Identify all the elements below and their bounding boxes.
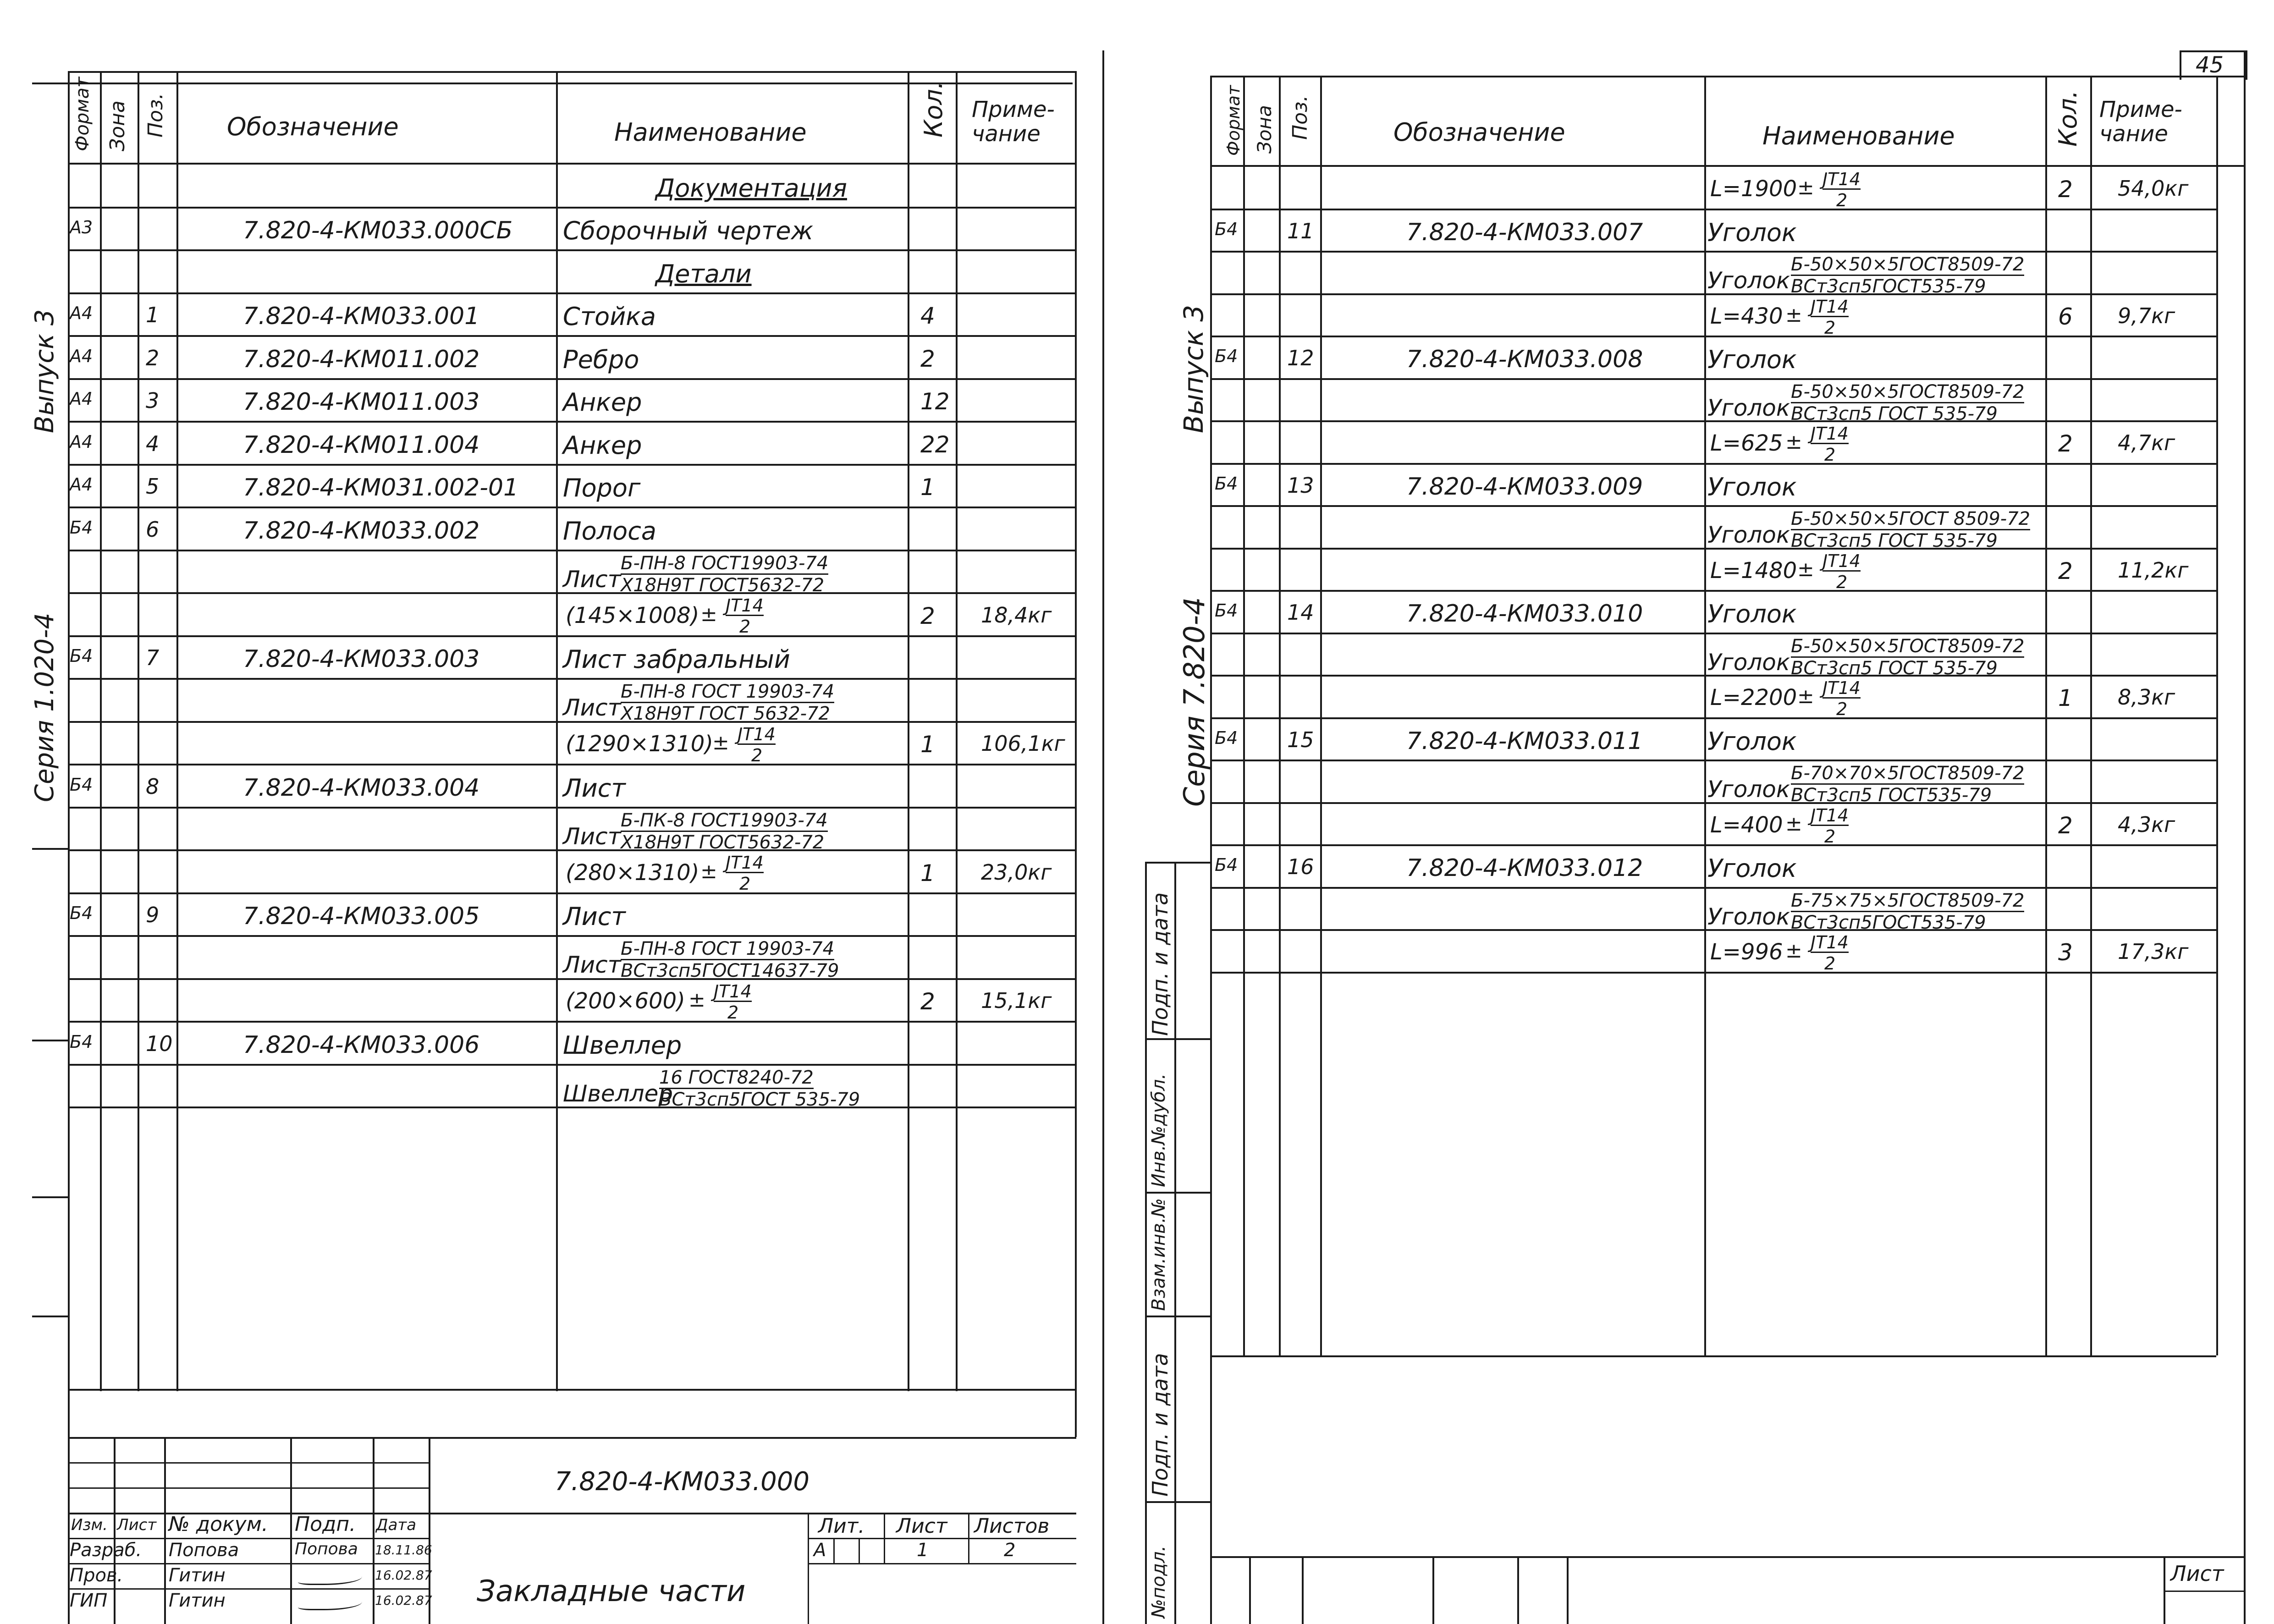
list-label: Лист: [896, 1514, 947, 1538]
tolerance-divisor: 2: [739, 874, 751, 894]
cell-name: Полоса: [563, 516, 656, 545]
row-line: [1210, 590, 2216, 592]
cell-note: 106,1кг: [981, 731, 1065, 756]
cell-size: (280×1310): [566, 859, 699, 886]
material-grade: ВСт3сп5ГОСТ14637-79: [621, 960, 839, 981]
tolerance-sign: ±: [1797, 685, 1814, 709]
doc-code: 7.820-4-КМ033.000: [555, 1467, 810, 1497]
tb-date: 16.02.87: [375, 1568, 432, 1583]
cell-designation: 7.820-4-КМ033.012: [1406, 854, 1643, 882]
header-zone: Зона: [106, 100, 129, 151]
material-label: Швеллер: [563, 1080, 673, 1107]
tolerance-sign: ±: [700, 602, 717, 626]
cell-qty: 2: [920, 602, 935, 629]
row-line: [1210, 463, 2216, 465]
tolerance-sign: ±: [1785, 430, 1802, 454]
cell-size: L=996: [1710, 939, 1783, 965]
cell-note: 18,4кг: [981, 602, 1052, 628]
r-header-pos: Поз.: [1288, 95, 1312, 140]
tolerance-grade: JT14: [1811, 932, 1849, 952]
cell-note: 9,7кг: [2118, 303, 2175, 328]
cell-pos: 1: [146, 303, 160, 328]
row-line: [68, 1021, 1076, 1023]
cell-pos: 5: [146, 474, 160, 499]
cell-format: Б4: [1215, 855, 1238, 875]
lit-value: А: [814, 1540, 826, 1561]
r-header-note2: чание: [2099, 121, 2168, 147]
cell-name: Порог: [563, 473, 641, 503]
tolerance-sign: ±: [688, 988, 705, 1012]
cell-pos: 16: [1287, 854, 1314, 880]
cell-qty: 1: [920, 859, 935, 886]
tolerance-divisor: 2: [1836, 699, 1848, 719]
cell-designation: 7.820-4-КМ033.008: [1406, 346, 1643, 374]
r-header-note: Приме-: [2099, 97, 2182, 122]
cell-designation: 7.820-4-КМ033.009: [1406, 473, 1643, 501]
row-line: [68, 335, 1076, 337]
tolerance-grade: JT14: [738, 724, 776, 744]
material-grade: Х18Н9Т ГОСТ 5632-72: [621, 703, 830, 724]
tb-role: ГИП: [70, 1590, 108, 1611]
cell-qty: 6: [2058, 303, 2073, 330]
cell-size: L=2200: [1710, 685, 1797, 711]
material-label: Уголок: [1707, 267, 1790, 294]
header-pos: Поз.: [144, 93, 167, 138]
tolerance-grade: JT14: [1823, 169, 1861, 189]
row-line: [68, 978, 1076, 980]
row-line: [68, 1064, 1076, 1066]
col-date: Дата: [376, 1516, 417, 1534]
tb-name: Гитин: [169, 1590, 226, 1611]
cell-designation: 7.820-4-КМ033.003: [243, 645, 480, 673]
header-format: Формат: [72, 77, 93, 151]
cell-size: L=1480: [1710, 557, 1797, 584]
tb-date: 16.02.87: [375, 1593, 432, 1608]
material-grade: ВСт3сп5ГОСТ 535-79: [659, 1089, 860, 1110]
material-label: Уголок: [1707, 394, 1790, 421]
col-list: Лист: [117, 1516, 157, 1534]
material-spec: Б-50×50×5ГОСТ8509-72: [1791, 254, 2025, 275]
cell-pos: 3: [146, 388, 160, 413]
cell-pos: 7: [146, 645, 160, 671]
right-footer-list: Лист: [2170, 1561, 2224, 1586]
cell-designation: 7.820-4-КМ031.002-01: [243, 474, 519, 502]
cell-designation: 7.820-4-КМ033.000СБ: [243, 217, 513, 245]
stamp-vzam: Взам.инв.№: [1148, 1198, 1169, 1311]
list-value: 1: [917, 1540, 929, 1561]
row-line: [1210, 209, 2216, 210]
row-line: [68, 207, 1076, 209]
cell-designation: 7.820-4-КМ033.004: [243, 774, 480, 802]
tolerance-divisor: 2: [739, 617, 751, 637]
material-grade: Х18Н9Т ГОСТ5632-72: [621, 574, 825, 596]
cell-format: А4: [70, 303, 93, 324]
tb-name: Попова: [169, 1540, 239, 1561]
tolerance-divisor: 2: [1824, 826, 1836, 847]
cell-format: А3: [70, 217, 93, 238]
cell-pos: 6: [146, 517, 160, 542]
cell-note: 8,3кг: [2118, 685, 2175, 710]
section-heading: Документация: [655, 173, 847, 203]
cell-size: (200×600): [566, 988, 685, 1014]
cell-qty: 2: [2058, 557, 2073, 584]
r-header-zone: Зона: [1253, 105, 1276, 154]
tolerance-sign: ±: [1785, 303, 1802, 327]
material-spec: Б-ПН-8 ГОСТ19903-74: [621, 552, 829, 574]
cell-format: Б4: [1215, 727, 1238, 748]
row-line: [68, 592, 1076, 594]
material-grade: ВСт3сп5ГОСТ535-79: [1791, 912, 1986, 933]
cell-format: Б4: [1215, 600, 1238, 621]
row-line: [1210, 251, 2216, 253]
cell-pos: 15: [1287, 727, 1314, 752]
tb-signature: Попова: [295, 1540, 358, 1558]
material-spec: Б-50×50×5ГОСТ 8509-72: [1791, 508, 2031, 529]
row-line: [68, 506, 1076, 508]
material-label: Лист: [563, 952, 621, 978]
cell-size: (1290×1310): [566, 731, 713, 757]
row-line: [68, 249, 1076, 251]
tolerance-grade: JT14: [1823, 551, 1861, 571]
cell-note: 4,3кг: [2118, 812, 2175, 837]
cell-pos: 11: [1287, 218, 1314, 243]
cell-pos: 2: [146, 345, 160, 370]
row-line: [68, 892, 1076, 894]
tolerance-divisor: 2: [751, 745, 763, 765]
tolerance-grade: JT14: [1811, 424, 1849, 444]
cell-format: А4: [70, 474, 93, 495]
cell-name: Ребро: [563, 345, 639, 374]
tb-name: Гитин: [169, 1565, 226, 1586]
material-grade: ВСт3сп5 ГОСТ 535-79: [1791, 657, 1998, 679]
tolerance-divisor: 2: [1824, 445, 1836, 465]
row-line: [68, 635, 1076, 637]
row-line: [68, 849, 1076, 851]
cell-designation: 7.820-4-КМ033.002: [243, 517, 480, 545]
row-line: [1210, 505, 2216, 507]
material-label: Уголок: [1707, 776, 1790, 803]
material-spec: Б-ПН-8 ГОСТ 19903-74: [621, 938, 835, 959]
material-label: Уголок: [1707, 903, 1790, 930]
cell-designation: 7.820-4-КМ033.010: [1406, 600, 1643, 628]
material-grade: Х18Н9Т ГОСТ5632-72: [621, 831, 825, 853]
r-header-designation: Обозначение: [1393, 118, 1565, 147]
cell-designation: 7.820-4-КМ033.011: [1406, 727, 1643, 755]
cell-qty: 1: [2058, 685, 2073, 712]
r-header-format: Формат: [1223, 85, 1244, 156]
row-line: [1210, 336, 2216, 337]
cell-format: Б4: [70, 1031, 93, 1052]
col-izm: Изм.: [71, 1516, 108, 1534]
row-line: [1210, 717, 2216, 719]
material-spec: 16 ГОСТ8240-72: [659, 1067, 814, 1088]
material-spec: Б-75×75×5ГОСТ8509-72: [1791, 890, 2025, 911]
row-line: [68, 721, 1076, 723]
cell-note: 54,0кг: [2118, 176, 2189, 201]
cell-name: Лист: [563, 902, 626, 931]
tb-signature-scribble: [298, 1596, 362, 1610]
cell-qty: 3: [2058, 939, 2073, 966]
row-line: [68, 550, 1076, 551]
cell-name: Сборочный чертеж: [563, 216, 814, 246]
cell-designation: 7.820-4-КМ011.002: [243, 345, 480, 373]
cell-pos: 10: [146, 1031, 173, 1056]
vypusk-label: Выпуск 3: [30, 309, 60, 433]
tolerance-grade: JT14: [1823, 678, 1861, 698]
right-vypusk-label: Выпуск 3: [1178, 304, 1209, 433]
cell-name: Анкер: [563, 388, 642, 417]
row-line: [68, 807, 1076, 809]
cell-qty: 2: [2058, 430, 2073, 457]
series-label: Серия 1.020-4: [30, 612, 60, 802]
material-grade: ВСт3сп5ГОСТ535-79: [1791, 276, 1986, 297]
cell-note: 11,2кг: [2118, 557, 2189, 583]
stamp-inv-dubl: Инв.№дубл.: [1148, 1073, 1169, 1187]
material-spec: Б-50×50×5ГОСТ8509-72: [1791, 635, 2025, 657]
material-label: Уголок: [1707, 522, 1790, 548]
material-spec: Б-50×50×5ГОСТ8509-72: [1791, 381, 2025, 402]
cell-format: Б4: [70, 646, 93, 666]
cell-qty: 1: [920, 474, 935, 501]
tolerance-grade: JT14: [714, 981, 752, 1002]
tolerance-sign: ±: [712, 731, 729, 755]
cell-size: L=625: [1710, 430, 1783, 457]
cell-format: Б4: [1215, 473, 1238, 494]
cell-name: Швеллер: [563, 1030, 682, 1060]
cell-qty: 4: [920, 303, 935, 330]
cell-name: Лист забральный: [563, 645, 790, 674]
cell-name: Уголок: [1707, 727, 1797, 756]
tolerance-grade: JT14: [1811, 805, 1849, 826]
cell-format: Б4: [70, 517, 93, 538]
tolerance-sign: ±: [1797, 557, 1814, 581]
material-spec: Б-70×70×5ГОСТ8509-72: [1791, 763, 2025, 784]
row-line: [1210, 760, 2216, 761]
row-line: [1210, 972, 2216, 974]
page-number: 45: [2196, 52, 2224, 78]
cell-designation: 7.820-4-КМ033.007: [1406, 218, 1643, 246]
cell-pos: 12: [1287, 346, 1314, 371]
col-doc: № докум.: [169, 1513, 268, 1536]
tolerance-sign: ±: [700, 859, 717, 883]
cell-format: А4: [70, 346, 93, 366]
cell-pos: 8: [146, 774, 160, 799]
tolerance-divisor: 2: [1836, 572, 1848, 592]
row-line: [68, 292, 1076, 294]
cell-designation: 7.820-4-КМ033.005: [243, 903, 480, 930]
row-line: [1210, 887, 2216, 889]
cell-qty: 1: [920, 731, 935, 758]
row-line: [68, 678, 1076, 680]
row-line: [68, 464, 1076, 466]
cell-qty: 2: [2058, 812, 2073, 839]
row-line: [1210, 844, 2216, 846]
header-qty: Кол.: [919, 81, 948, 138]
cell-note: 23,0кг: [981, 859, 1052, 885]
tolerance-sign: ±: [1785, 812, 1802, 836]
material-label: Лист: [563, 694, 621, 721]
row-line: [68, 421, 1076, 423]
cell-qty: 2: [2058, 176, 2073, 203]
cell-designation: 7.820-4-КМ011.004: [243, 431, 480, 459]
row-line: [1210, 378, 2216, 380]
r-header-name: Наименование: [1762, 121, 1955, 150]
material-spec: Б-ПН-8 ГОСТ 19903-74: [621, 681, 835, 702]
stamp-podp-data1: Подп. и дата: [1148, 892, 1173, 1036]
tolerance-sign: ±: [1797, 176, 1814, 200]
cell-size: L=400: [1710, 812, 1783, 838]
header-note: Приме-: [972, 97, 1055, 122]
material-grade: ВСт3сп5 ГОСТ 535-79: [1791, 403, 1998, 424]
cell-designation: 7.820-4-КМ033.001: [243, 303, 480, 330]
listov-label: Листов: [974, 1514, 1050, 1538]
material-spec: Б-ПК-8 ГОСТ19903-74: [621, 809, 828, 831]
cell-size: L=430: [1710, 303, 1783, 329]
cell-name: Уголок: [1707, 345, 1797, 374]
object-title: Закладные части: [477, 1574, 746, 1608]
cell-format: А4: [70, 431, 93, 452]
cell-name: Анкер: [563, 430, 642, 460]
row-line: [1210, 633, 2216, 634]
cell-format: Б4: [1215, 346, 1238, 367]
cell-qty: 2: [920, 345, 935, 372]
cell-pos: 4: [146, 431, 160, 456]
cell-name: Уголок: [1707, 600, 1797, 629]
cell-name: Уголок: [1707, 472, 1797, 501]
tolerance-divisor: 2: [1824, 317, 1836, 338]
cell-name: Уголок: [1707, 218, 1797, 247]
cell-pos: 9: [146, 903, 160, 928]
cell-format: Б4: [70, 774, 93, 795]
row-line: [68, 935, 1076, 937]
cell-designation: 7.820-4-КМ011.003: [243, 388, 480, 416]
stamp-inv-podl: №подл.: [1148, 1545, 1169, 1618]
cell-name: Лист: [563, 773, 626, 803]
cell-name: Уголок: [1707, 854, 1797, 883]
cell-size: L=1900: [1710, 176, 1797, 202]
cell-pos: 14: [1287, 600, 1314, 625]
tolerance-grade: JT14: [726, 595, 764, 616]
tolerance-divisor: 2: [727, 1002, 739, 1023]
tb-date: 18.11.86: [375, 1542, 432, 1558]
material-label: Уголок: [1707, 649, 1790, 676]
right-series-label: Серия 7.820-4: [1178, 597, 1211, 807]
row-line: [68, 378, 1076, 380]
cell-qty: 12: [920, 388, 950, 415]
header-designation: Обозначение: [227, 112, 399, 141]
cell-designation: 7.820-4-КМ033.006: [243, 1031, 480, 1059]
row-line: [68, 764, 1076, 765]
cell-note: 15,1кг: [981, 988, 1052, 1013]
lit-label: Лит.: [818, 1514, 865, 1538]
cell-note: 17,3кг: [2118, 939, 2189, 964]
col-sign: Подп.: [295, 1513, 356, 1536]
row-line: [68, 1107, 1076, 1108]
cell-format: Б4: [70, 903, 93, 924]
tolerance-grade: JT14: [1811, 296, 1849, 317]
section-heading: Детали: [655, 259, 752, 288]
tb-signature-scribble: [298, 1571, 362, 1585]
tb-role: Разраб.: [70, 1540, 142, 1561]
r-header-qty: Кол.: [2054, 90, 2082, 147]
tolerance-sign: ±: [1785, 939, 1802, 963]
material-grade: ВСт3сп5 ГОСТ535-79: [1791, 785, 1992, 806]
cell-format: Б4: [1215, 219, 1238, 239]
tolerance-divisor: 2: [1824, 953, 1836, 974]
cell-qty: 22: [920, 431, 950, 458]
material-label: Лист: [563, 566, 621, 593]
tolerance-divisor: 2: [1836, 190, 1848, 210]
listov-value: 2: [1004, 1540, 1016, 1561]
tb-role: Пров.: [70, 1565, 123, 1586]
cell-pos: 13: [1287, 473, 1314, 498]
cell-size: (145×1008): [566, 602, 699, 628]
tolerance-grade: JT14: [726, 853, 764, 873]
cell-qty: 2: [920, 988, 935, 1015]
stamp-podp-data2: Подп. и дата: [1148, 1353, 1173, 1497]
cell-format: А4: [70, 389, 93, 409]
cell-note: 4,7кг: [2118, 430, 2175, 456]
material-grade: ВСт3сп5 ГОСТ 535-79: [1791, 530, 1998, 551]
header-note2: чание: [972, 121, 1041, 147]
material-label: Лист: [563, 823, 621, 850]
cell-name: Стойка: [563, 302, 656, 331]
header-name: Наименование: [614, 118, 807, 147]
